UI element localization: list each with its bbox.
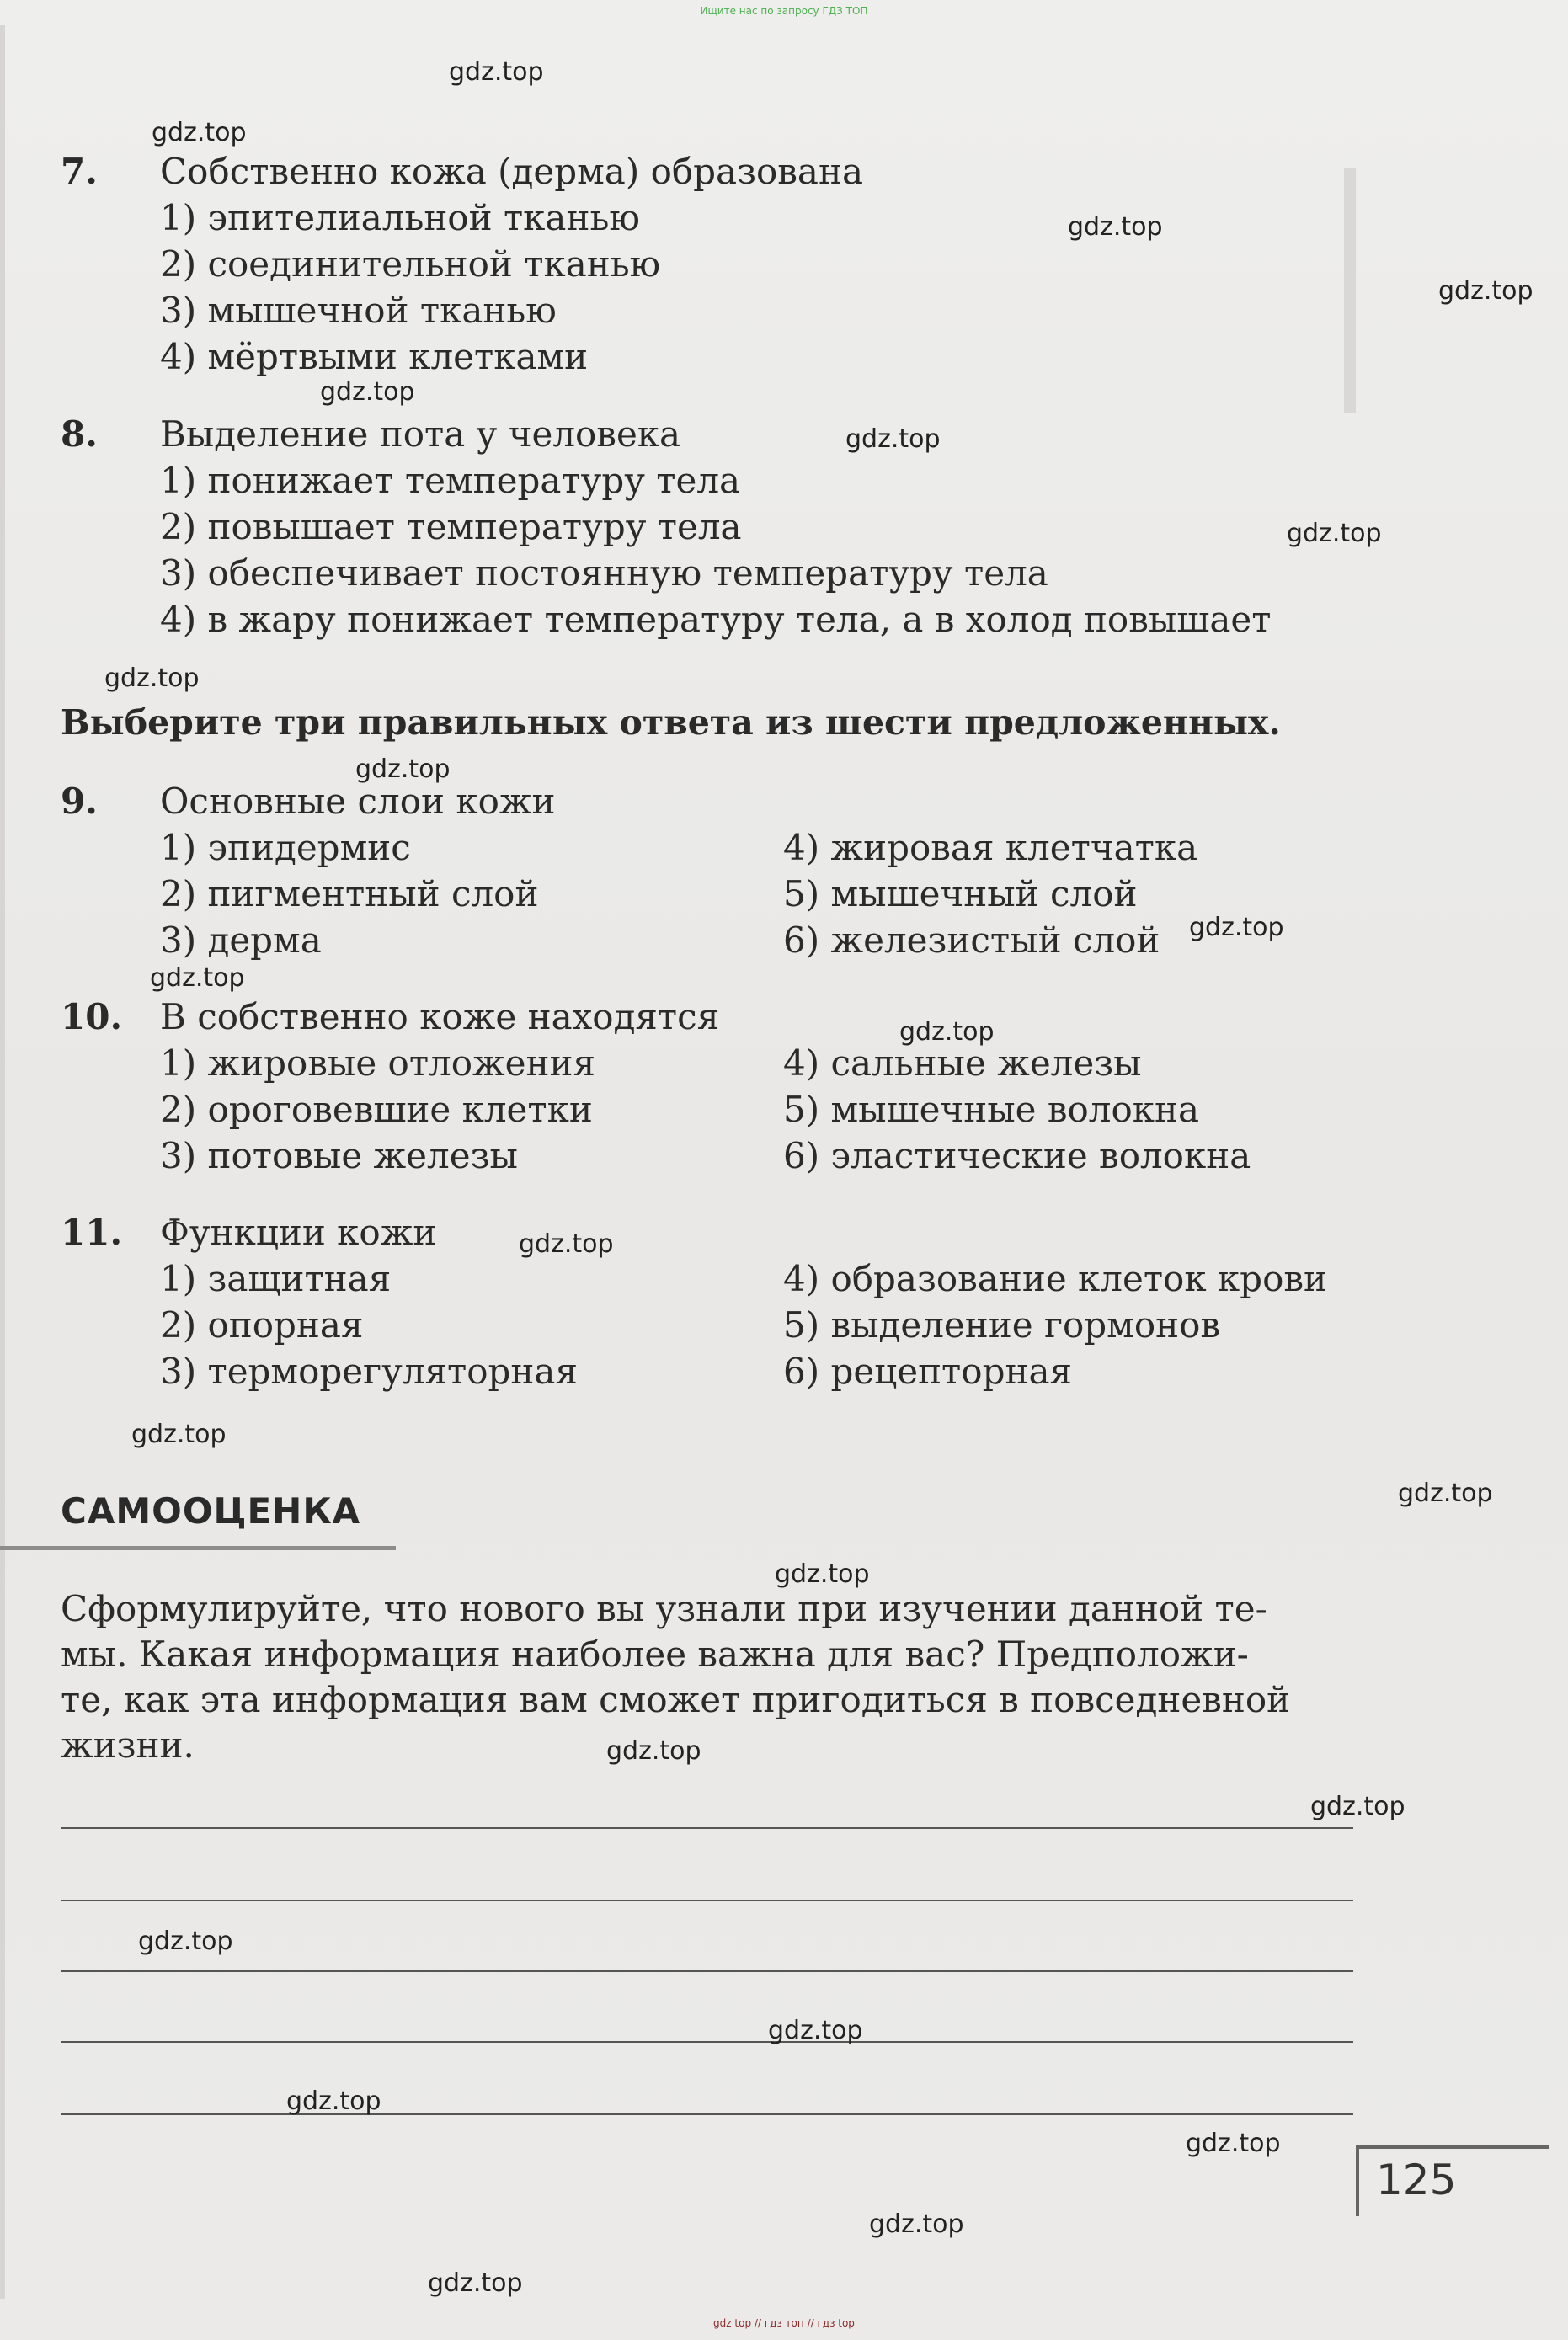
question-9-number: 9. [61, 781, 98, 822]
question-9-option-2: 2) пигментный слой [160, 873, 539, 914]
section-underline [0, 1546, 396, 1550]
question-10-option-5: 5) мышечные волокна [783, 1089, 1200, 1130]
footer-link[interactable]: gdz top // гдз топ // гдз top [713, 2317, 855, 2329]
answer-line-1[interactable] [61, 1827, 1353, 1829]
instruction-text: Выберите три правильных ответа из шести предложенных. [61, 702, 1281, 743]
question-10-option-1: 1) жировые отложения [160, 1042, 596, 1084]
watermark: gdz.top [131, 1420, 227, 1449]
watermark: gdz.top [1068, 212, 1163, 242]
question-7-number: 7. [61, 151, 98, 192]
paragraph-line-4: жизни. [61, 1724, 195, 1766]
self-assessment-paragraph [61, 1586, 1357, 1768]
question-8-option-2: 2) повышает температуру тела [160, 506, 742, 547]
paragraph-line-2: мы. Какая информация наиболее важна для вас? Предположи- [61, 1634, 1249, 1675]
watermark: gdz.top [152, 118, 247, 147]
watermark: gdz.top [138, 1927, 233, 1956]
paragraph-line-1: Сформулируйте, что нового вы узнали при изучении данной те- [61, 1588, 1267, 1629]
watermark: gdz.top [449, 57, 544, 87]
question-9-text: Основные слои кожи [160, 781, 556, 822]
answer-line-3[interactable] [61, 1970, 1353, 1972]
page-number-frame-vertical [1356, 2145, 1359, 2216]
watermark: gdz.top [519, 1229, 614, 1259]
question-8-option-3: 3) обеспечивает постоянную температуру тела [160, 552, 1048, 594]
watermark: gdz.top [1438, 276, 1533, 306]
question-8-option-4: 4) в жару понижает температуру тела, а в холод повышает [160, 599, 1272, 640]
question-7-option-3: 3) мышечной тканью [160, 290, 557, 331]
question-11-option-2: 2) опорная [160, 1304, 364, 1346]
question-11-text: Функции кожи [160, 1212, 437, 1253]
watermark: gdz.top [320, 377, 415, 407]
watermark: gdz.top [150, 963, 245, 993]
question-7-option-2: 2) соединительной тканью [160, 243, 661, 285]
question-8-number: 8. [61, 413, 98, 455]
answer-line-4[interactable] [61, 2041, 1353, 2043]
question-11-option-4: 4) образование клеток крови [783, 1258, 1327, 1299]
question-10-number: 10. [61, 996, 123, 1037]
question-9-option-6: 6) железистый слой [783, 919, 1160, 961]
question-11-number: 11. [61, 1212, 123, 1253]
watermark: gdz.top [355, 754, 451, 784]
watermark: gdz.top [1287, 519, 1382, 548]
answer-line-2[interactable] [61, 1900, 1353, 1901]
watermark: gdz.top [428, 2268, 523, 2298]
paragraph-line-3: те, как эта информация вам сможет пригодиться в повседневной [61, 1679, 1291, 1720]
page-edge-shadow [0, 25, 5, 2299]
page-number-frame-horizontal [1356, 2145, 1549, 2149]
watermark: gdz.top [899, 1017, 995, 1047]
question-7-text: Собственно кожа (дерма) образована [160, 151, 863, 192]
question-11-option-1: 1) защитная [160, 1258, 392, 1299]
watermark: gdz.top [104, 664, 200, 693]
watermark: gdz.top [1189, 913, 1284, 942]
watermark: gdz.top [869, 2209, 964, 2239]
question-11-option-3: 3) терморегуляторная [160, 1351, 578, 1392]
question-9-option-3: 3) дерма [160, 919, 322, 961]
watermark: gdz.top [1310, 1792, 1405, 1821]
watermark: gdz.top [286, 2087, 381, 2116]
question-11-option-5: 5) выделение гормонов [783, 1304, 1221, 1346]
question-10-text: В собственно коже находятся [160, 996, 720, 1037]
bleed-through-bar [1344, 168, 1356, 413]
question-11-option-6: 6) рецепторная [783, 1351, 1072, 1392]
section-title: САМООЦЕНКА [61, 1490, 361, 1532]
watermark: gdz.top [768, 2016, 863, 2045]
question-9-option-5: 5) мышечный слой [783, 873, 1138, 914]
watermark: gdz.top [1186, 2129, 1281, 2158]
question-9-option-4: 4) жировая клетчатка [783, 827, 1198, 868]
question-10-option-3: 3) потовые железы [160, 1135, 518, 1176]
question-7-option-1: 1) эпителиальной тканью [160, 197, 640, 238]
watermark: gdz.top [1398, 1479, 1493, 1508]
watermark: gdz.top [775, 1559, 870, 1589]
question-8-text: Выделение пота у человека [160, 413, 681, 455]
page-number: 125 [1376, 2156, 1457, 2204]
header-link[interactable]: Ищите нас по запросу ГДЗ ТОП [700, 5, 868, 17]
question-10-option-6: 6) эластические волокна [783, 1135, 1251, 1176]
question-8-option-1: 1) понижает температуру тела [160, 460, 741, 501]
answer-line-5[interactable] [61, 2113, 1353, 2115]
question-9-option-1: 1) эпидермис [160, 827, 411, 868]
watermark: gdz.top [606, 1736, 701, 1766]
question-7-option-4: 4) мёртвыми клетками [160, 336, 589, 377]
watermark: gdz.top [845, 424, 941, 454]
question-10-option-2: 2) ороговевшие клетки [160, 1089, 593, 1130]
question-10-option-4: 4) сальные железы [783, 1042, 1142, 1084]
